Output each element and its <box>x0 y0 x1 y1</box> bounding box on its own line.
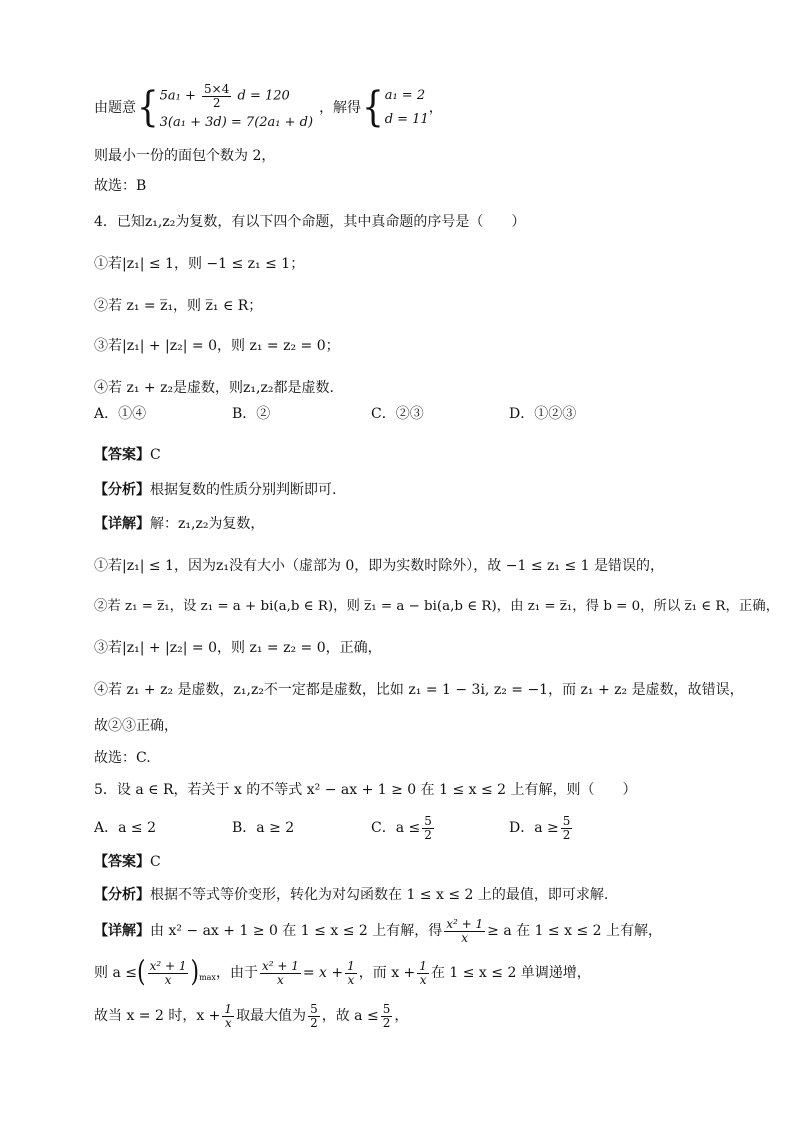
q4-analysis <box>94 480 734 500</box>
max-subscript: max <box>199 973 216 982</box>
q4-stem: 4．已知z₁,z₂为复数，有以下四个命题，其中真命题的序号是（ ） <box>94 214 526 230</box>
q4-detail <box>94 514 734 534</box>
intro-label: 由题意 <box>94 100 136 116</box>
left-brace: { <box>137 84 159 132</box>
intro-line-2: 则最小一份的面包个数为 2， <box>94 148 276 164</box>
equation-1: 5a₁ + $\frac{5\times 4}{2}$ d = 120 <box>159 81 290 110</box>
q5-option-b[interactable]: B．a ≥ 2 <box>232 820 295 836</box>
q5-detail-line-1: 【详解】 由 x² − ax + 1 ≥ 0 在 1 ≤ x ≤ 2 上有解，得 $\frac{\text{x² + 1}}{x}$ ≥ a 在 1 ≤ x ≤ 2 上有解， <box>94 916 662 945</box>
q4-conclusion: 故②③正确， <box>94 718 178 734</box>
q4-proposition-4: ④若 z₁ + z₂是虚数，则z₁,z₂都是虚数. <box>94 380 334 396</box>
q5-stem: 5．设 a ∈ R，若关于 x 的不等式 x² − ax + 1 ≥ 0 在 1 ≤ x ≤ 2 上有解，则（ ） <box>94 782 637 798</box>
q4-proposition-3: ③若|z₁| + |z₂| = 0，则 z₁ = z₂ = 0； <box>94 338 340 354</box>
analysis-tag: 【分析】 <box>94 887 150 903</box>
equation-2: 3(a₁ + 3d) = 7(2a₁ + d) <box>159 115 314 131</box>
q4-option-b[interactable]: B．② <box>232 406 271 422</box>
q5-answer <box>94 852 734 872</box>
q5-option-c[interactable]: C．a ≤ $\frac{5}{2}$ <box>371 813 432 842</box>
q4-detail-1: ①若|z₁| ≤ 1，因为z₁没有大小（虚部为 0，即为实数时除外），故 −1 ≤ z₁ ≤ 1 是错误的， <box>94 558 664 574</box>
q5-option-d[interactable]: D．a ≥ $\frac{5}{2}$ <box>509 813 571 842</box>
q4-option-d[interactable]: D．①②③ <box>509 406 577 422</box>
analysis-text: 根据不等式等价变形，转化为对勾函数在 1 ≤ x ≤ 2 上的最值，即可求解. <box>150 887 609 903</box>
q4-detail-3: ③若|z₁| + |z₂| = 0，则 z₁ = z₂ = 0，正确， <box>94 640 382 656</box>
answer-tag: 【答案】 <box>94 447 150 463</box>
q4-final: 故选：C. <box>94 750 151 766</box>
q5-analysis <box>94 885 734 905</box>
q4-answer <box>94 445 734 465</box>
q4-detail-2: ②若 z₁ = z̅₁，设 z₁ = a + bi(a,b ∈ R)，则 z̅₁ = a − bi(a,b ∈ R)，由 z₁ = z̅₁，得 b = 0，所以 z̅₁ ∈ R，正确， <box>94 599 780 614</box>
solution-system: a₁ = 2 d = 11 <box>384 88 429 127</box>
intro-line-3: 故选：B <box>94 178 147 194</box>
equation-system <box>160 83 313 133</box>
detail-tag: 【详解】 <box>94 516 150 532</box>
q4-proposition-1: ①若|z₁| ≤ 1，则 −1 ≤ z₁ ≤ 1； <box>94 256 305 272</box>
q5-detail-line-2: 则 a ≤ ( $\frac{\text{x² + 1}}{x}$ ) max ，由于 $\frac{\text{x² + 1}}{x}$ = x + $\frac{1}{x}$ ，而 x + $\frac{1}{x}$ 在 1 ≤ x ≤ 2 单调递增， <box>94 956 591 989</box>
analysis-text: 根据复数的性质分别判断即可. <box>150 482 337 498</box>
answer-value: C <box>150 854 161 870</box>
analysis-tag: 【分析】 <box>94 482 150 498</box>
q4-option-a[interactable]: A．①④ <box>94 406 147 422</box>
answer-tag: 【答案】 <box>94 854 150 870</box>
answer-value: C <box>150 447 161 463</box>
q5-option-a[interactable]: A．a ≤ 2 <box>94 820 156 836</box>
q4-detail-4: ④若 z₁ + z₂ 是虚数，z₁,z₂不一定都是虚数，比如 z₁ = 1 − 3i, z₂ = −1，而 z₁ + z₂ 是虚数，故错误， <box>94 682 744 698</box>
detail-text: 解：z₁,z₂为复数， <box>150 516 265 532</box>
solution-brace: { <box>362 84 384 132</box>
intro-equation-line: 由题意 { 5a₁ + $\frac{5\times 4}{2}$ d = 120 3(a₁ + 3d) = 7(2a₁ + d) ，解得 { a₁ = 2 d = 11 ， <box>94 81 443 132</box>
solve-label: ，解得 <box>319 100 362 116</box>
detail-tag: 【详解】 <box>94 923 150 939</box>
q5-detail-line-3: 故当 x = 2 时，x + $\frac{1}{x}$ 取最大值为 $\frac{5}{2}$ ，故 a ≤ $\frac{5}{2}$ ， <box>94 1001 409 1030</box>
q4-option-c[interactable]: C．②③ <box>371 406 424 422</box>
q4-proposition-2: ②若 z₁ = z̅₁，则 z̅₁ ∈ R； <box>94 298 263 314</box>
q5-options <box>94 810 734 846</box>
